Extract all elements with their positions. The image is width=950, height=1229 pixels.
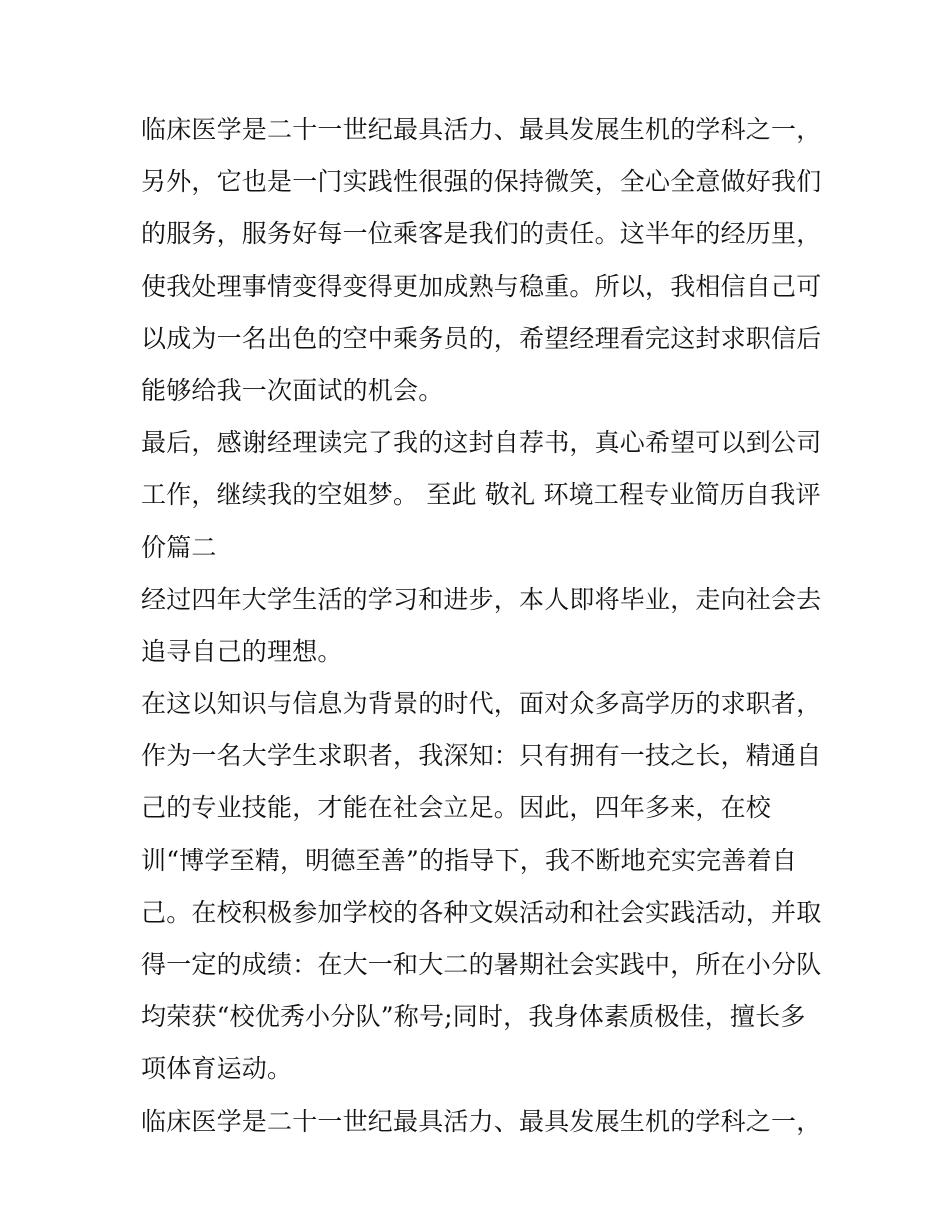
text-line: 以成为一名出色的空中乘务员的，希望经理看完这封求职信后	[141, 323, 822, 353]
text-line: 训“博学至精，明德至善”的指导下，我不断地充实完善着自	[141, 845, 797, 875]
text-line: 追寻自己的理想。	[141, 636, 343, 666]
text-line: 均荣获“校优秀小分队”称号;同时，我身体素质极佳，擅长多	[141, 1002, 806, 1032]
text-line: 己。在校积极参加学校的各种文娱活动和社会实践活动，并取	[141, 897, 822, 927]
text-line: 经过四年大学生活的学习和进步，本人即将毕业，走向社会去	[141, 584, 822, 614]
text-line: 作为一名大学生求职者，我深知：只有拥有一技之长，精通自	[141, 741, 822, 771]
text-line: 工作，继续我的空姐梦。 至此 敬礼 环境工程专业简历自我评	[141, 480, 821, 510]
text-line: 己的专业技能，才能在社会立足。因此，四年多来，在校	[141, 793, 772, 823]
text-line: 另外，它也是一门实践性很强的保持微笑，全心全意做好我们	[141, 167, 822, 197]
text-line: 项体育运动。	[141, 1054, 293, 1084]
text-line: 使我处理事情变得变得更加成熟与稳重。所以，我相信自己可	[141, 271, 822, 301]
text-line: 临床医学是二十一世纪最具活力、最具发展生机的学科之一，	[141, 1106, 822, 1136]
text-line: 的服务，服务好每一位乘客是我们的责任。这半年的经历里，	[141, 219, 822, 249]
text-line: 价篇二	[141, 532, 217, 562]
text-line: 在这以知识与信息为背景的时代，面对众多高学历的求职者，	[141, 689, 822, 719]
text-line: 最后，感谢经理读完了我的这封自荐书，真心希望可以到公司	[141, 428, 822, 458]
text-line: 临床医学是二十一世纪最具活力、最具发展生机的学科之一，	[141, 115, 822, 144]
text-line: 能够给我一次面试的机会。	[141, 375, 444, 405]
document-body	[141, 104, 821, 1148]
text-line: 得一定的成绩：在大一和大二的暑期社会实践中，所在小分队	[141, 950, 822, 979]
